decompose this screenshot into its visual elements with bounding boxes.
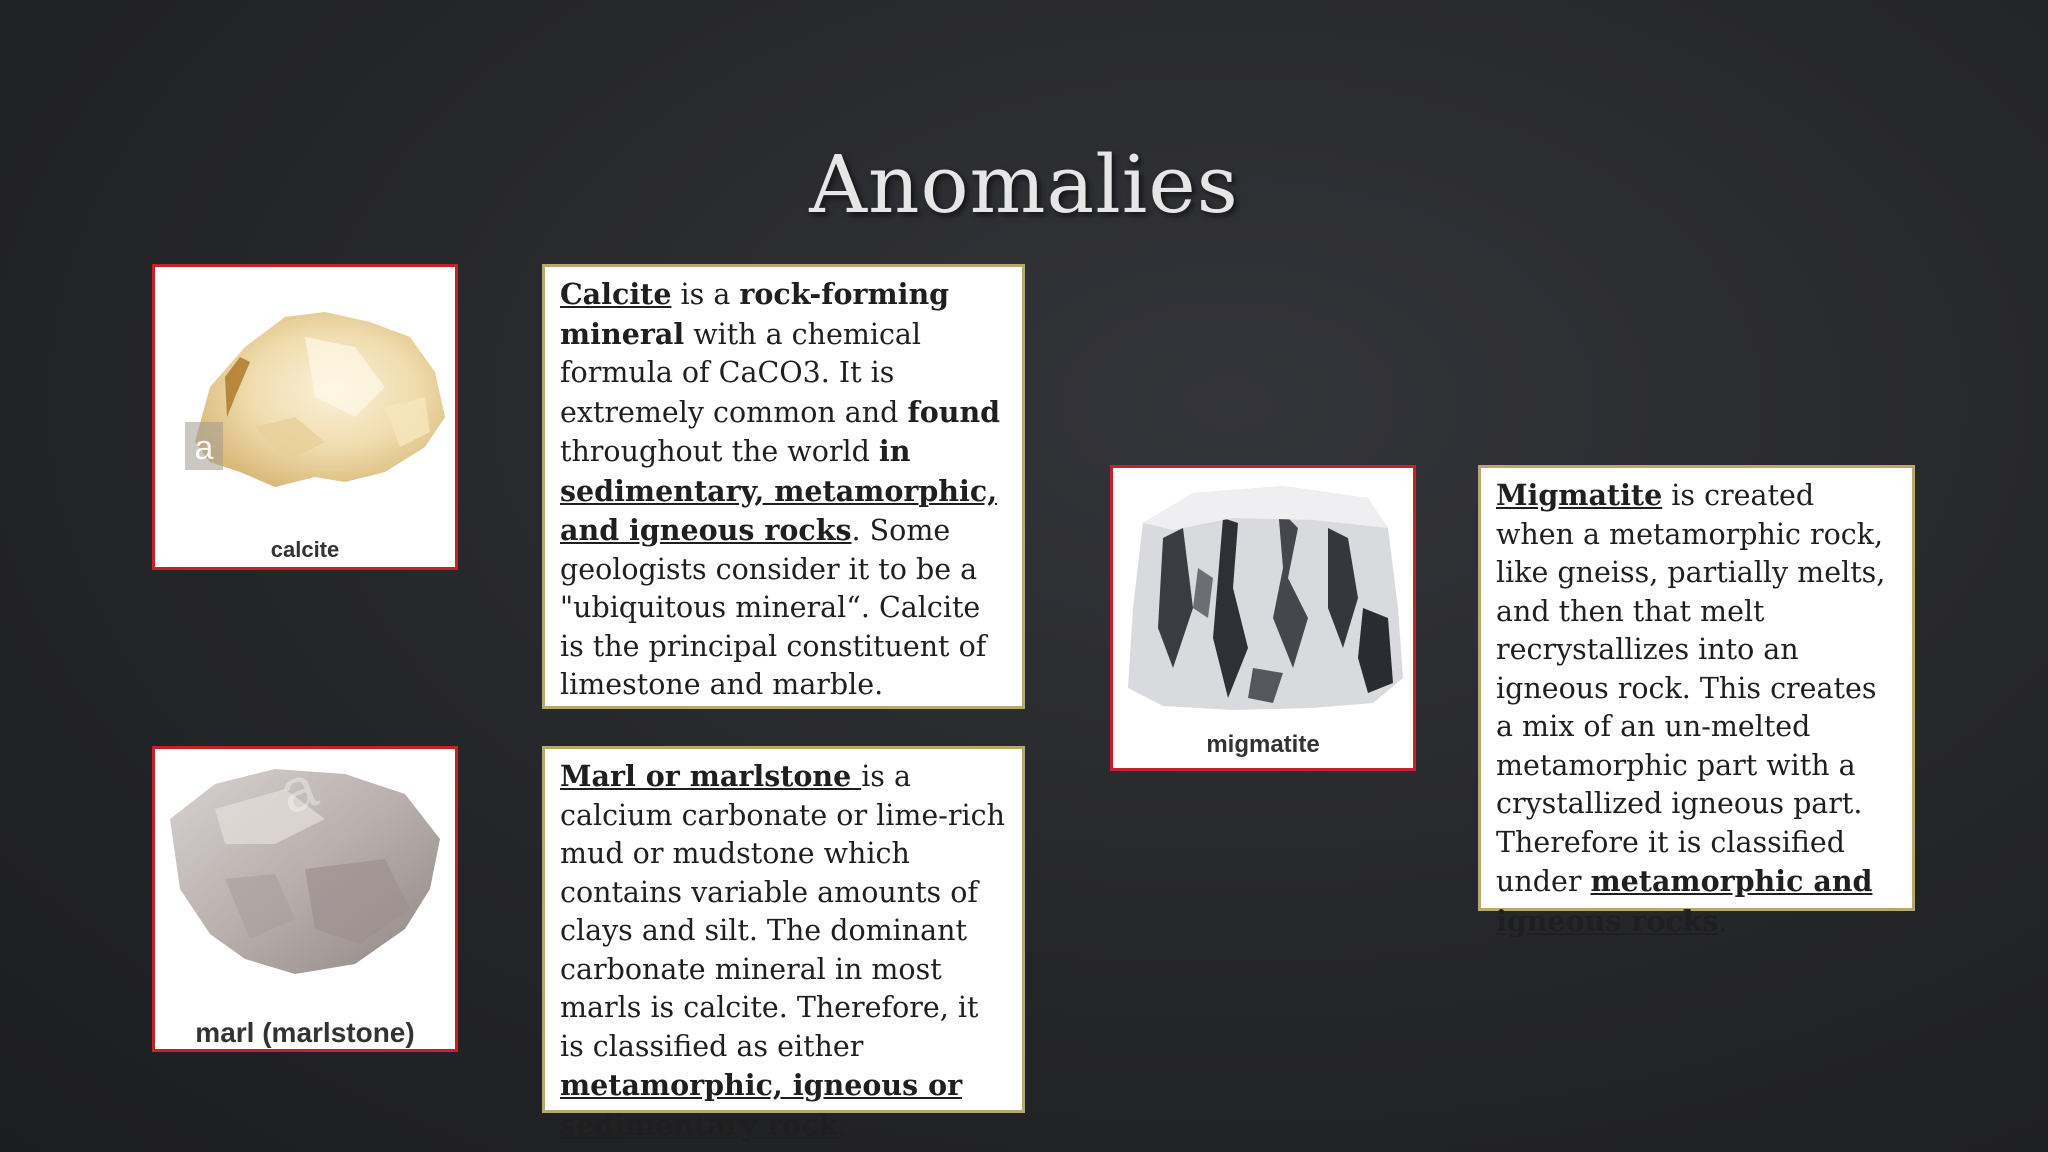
marl-description <box>542 746 1025 1142</box>
calcite-text-1: is a <box>671 278 740 311</box>
migmatite-text-2: . <box>1718 904 1728 938</box>
calcite-photo <box>152 264 458 570</box>
calcite-text-3: with a chemical formula of CaCO3. It is extremely common and <box>560 317 922 429</box>
calcite-caption: calcite <box>270 537 340 562</box>
marl-photo <box>152 746 458 1052</box>
calcite-text-7: . Some geologists consider it to be a "ubiquitous mineral“. Calcite is the principal constituent of limestone and marble. <box>560 514 987 701</box>
calcite-rock-image <box>155 267 455 567</box>
marl-rock-image <box>155 749 455 1049</box>
calcite-text-2: rock-forming mineral <box>560 277 950 351</box>
migmatite-term: Migmatite <box>1496 478 1663 512</box>
calcite-text-4: found <box>907 394 1001 429</box>
migmatite-rock-types: metamorphic and igneous rocks <box>1496 864 1873 938</box>
migmatite-photo <box>1110 465 1416 771</box>
marl-text-1: is a calcium carbonate or lime-rich mud or mudstone which contains variable amounts of clays and silt. The dominant carbonate mineral in most marls is calcite. Therefore, it is classified as either <box>560 760 1005 1063</box>
calcite-text-6: in <box>878 434 911 468</box>
marl-caption: marl (marlstone) <box>195 1017 415 1048</box>
calcite-rock-types: sedimentary, metamorphic, and igneous rocks <box>560 473 998 547</box>
svg-text:a: a <box>194 429 214 467</box>
slide-title: Anomalies <box>809 138 1239 231</box>
migmatite-text-1: is created when a metamorphic rock, like gneiss, partially melts, and then that melt recrystallizes into an igneous rock. This creates a mix of an un-melted metamorphic part with a crystallized igneous part. Therefore it is classified under <box>1496 479 1886 898</box>
migmatite-description <box>1478 465 1915 938</box>
migmatite-caption: migmatite <box>1206 731 1320 758</box>
calcite-term: Calcite <box>560 277 672 311</box>
calcite-description <box>542 264 1025 709</box>
calcite-text-5: throughout the world <box>560 435 879 468</box>
migmatite-rock-image <box>1113 468 1413 768</box>
marl-term: Marl or marlstone <box>560 759 862 793</box>
marl-text-2: . <box>838 1108 848 1142</box>
svg-text:a: a <box>270 752 326 827</box>
marl-rock-types: metamorphic, igneous or sedimentary rock <box>560 1068 963 1142</box>
